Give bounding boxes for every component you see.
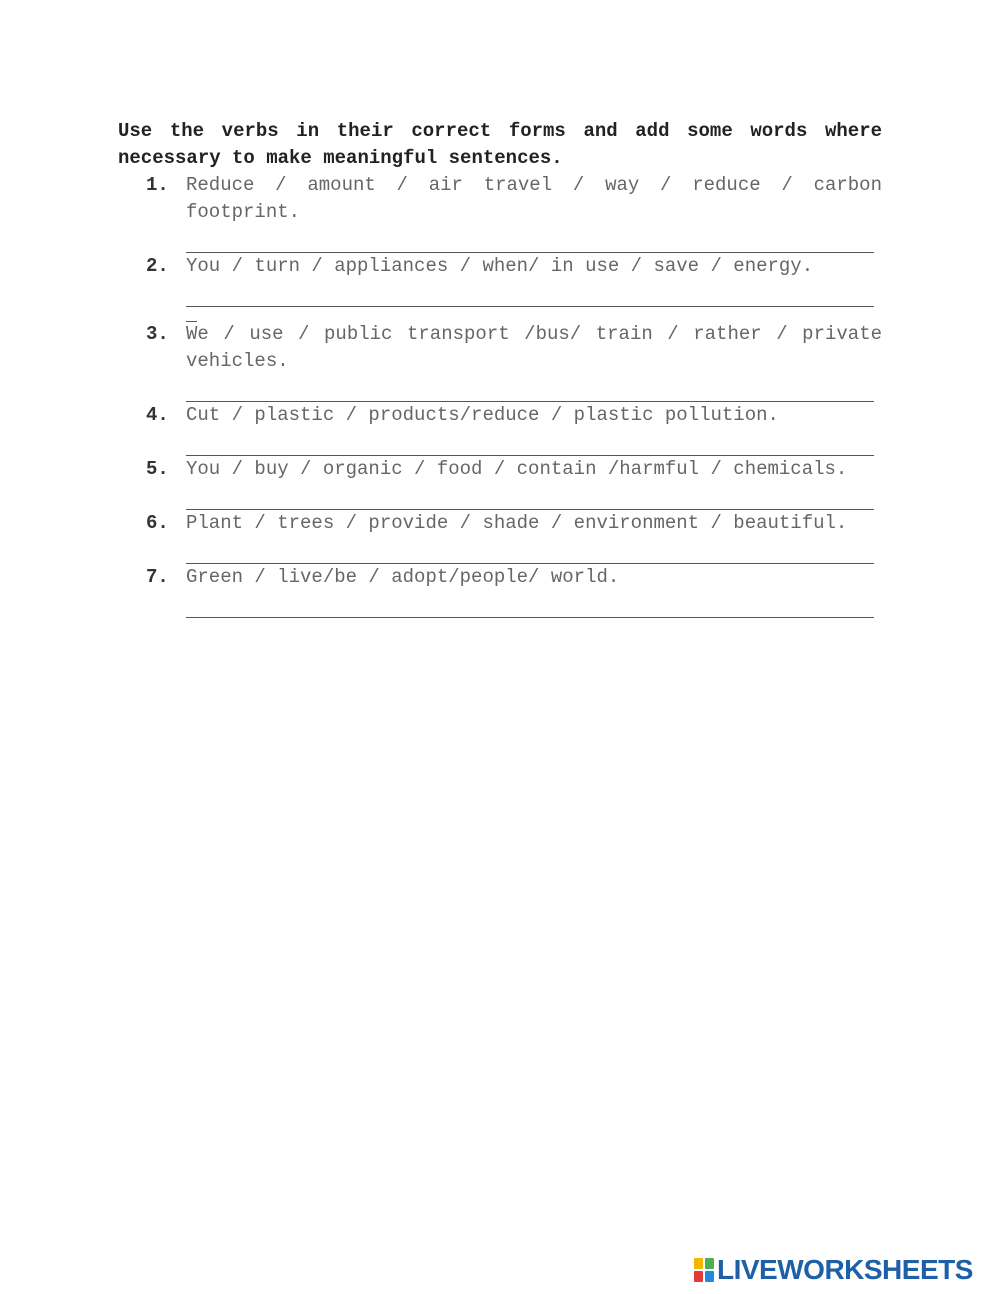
logo-text: LIVEWORKSHEETS: [717, 1254, 973, 1285]
worksheet: [118, 118, 882, 618]
question-number: 2.: [146, 255, 169, 277]
answer-input-3[interactable]: [186, 375, 874, 402]
instruction-text: Use the verbs in their correct forms and add some words where necessary to make meaningful sentences.: [118, 120, 882, 169]
question-prompt: We / use / public transport /bus/ train / rather / private vehicles.: [186, 323, 882, 372]
answer-input-7[interactable]: [186, 591, 874, 618]
question-prompt: Reduce / amount / air travel / way / reduce / carbon footprint.: [186, 174, 882, 223]
question-3: [118, 321, 882, 402]
question-1: [118, 172, 882, 253]
question-7: [118, 564, 882, 618]
question-prompt: Plant / trees / provide / shade / environment / beautiful.: [186, 512, 848, 534]
answer-input-4[interactable]: [186, 429, 874, 456]
question-prompt: Cut / plastic / products/reduce / plastic pollution.: [186, 404, 779, 426]
question-prompt: You / turn / appliances / when/ in use / save / energy.: [186, 255, 814, 277]
logo-square: [694, 1258, 703, 1269]
answer-input-6[interactable]: [186, 537, 874, 564]
question-4: [118, 402, 882, 456]
logo-square: [705, 1271, 714, 1282]
question-2: [118, 253, 882, 322]
logo-square: [705, 1258, 714, 1269]
logo-square: [694, 1271, 703, 1282]
question-number: 3.: [146, 323, 169, 345]
question-prompt: You / buy / organic / food / contain /harmful / chemicals.: [186, 458, 848, 480]
question-number: 7.: [146, 566, 169, 588]
logo-mark-icon: [694, 1258, 714, 1282]
answer-input-5[interactable]: [186, 483, 874, 510]
answer-input-1[interactable]: [186, 226, 874, 253]
question-5: [118, 456, 882, 510]
liveworksheets-logo: [694, 1255, 973, 1285]
question-list: [118, 172, 882, 618]
question-number: 6.: [146, 512, 169, 534]
question-prompt: Green / live/be / adopt/people/ world.: [186, 566, 620, 588]
question-number: 5.: [146, 458, 169, 480]
answer-input-2[interactable]: [186, 280, 874, 307]
question-number: 1.: [146, 174, 169, 196]
line-overflow-mark: [186, 307, 197, 322]
question-number: 4.: [146, 404, 169, 426]
question-6: [118, 510, 882, 564]
